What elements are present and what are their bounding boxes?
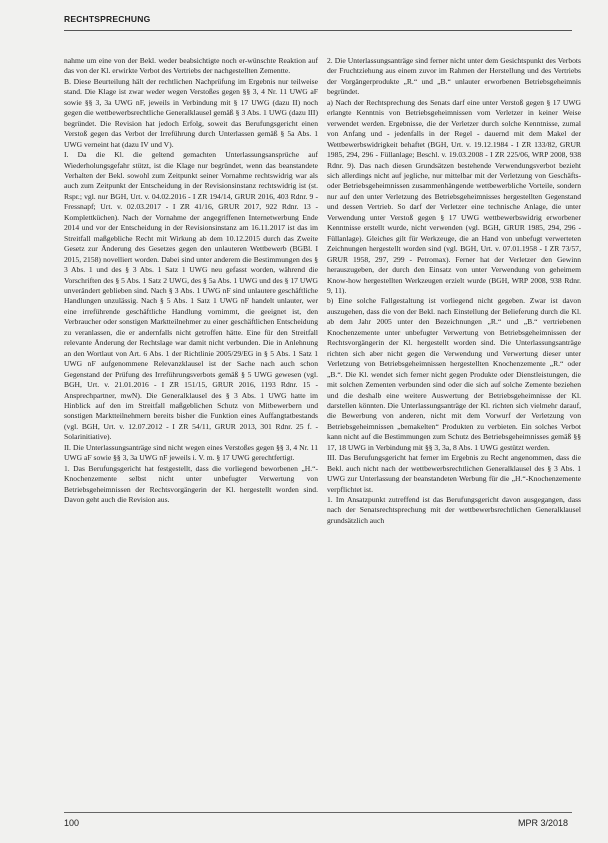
left-paragraph: nahme um eine von der Bekl. weder beabsichtigte noch er-wünschte Reaktion auf das von der Kl. erwirkte Verbot des Vertriebs der nachgestellten Zementte. — [64, 56, 318, 76]
right-paragraph: 1. Im Ansatzpunkt zutreffend ist das Berufungsgericht davon ausgegangen, dass nach der Senatsrechtsprechung mit der wettbewerbsrechtlichen Generalklausel grundsätzlich auch — [327, 495, 581, 525]
right-paragraph: b) Eine solche Fallgestaltung ist vorliegend nicht gegeben. Zwar ist davon auszugehen, dass die von der Bekl. nach Einstellung der Belieferung durch die Kl. ab dem Jahr 2005 unter den Bezeichnungen „R.“ und „B.“ vertriebenen Knochenzemente unter unbefugter Verwertung von Betriebsgeheimnissen der Rechtsvorgängerin der Kl. hergestellt worden sind. Die Unterlassungsanträge richten sich aber nicht gegen die Verwendung und Verwertung dieser unter Verletzung von Betriebsgeheimnissen hergestellten Knochenzemente „R.“ oder „B.“. Die Kl. wendet sich ferner nicht gegen Produkte oder Dienstleistungen, die mit solchen Zementen verbunden sind oder die sich auf solche Zemente beziehen und die deshalb eine weitere Auswertung der Betriebsgeheimnisse der Kl. darstellen könnten. Die Unterlassungsanträge der Kl. richten sich vielmehr darauf, die Bewerbung von anderen, nicht mit dem Vorwurf der Verletzung von Betriebsgeheimnissen „bemakelten“ Produkten zu verbieten. Ein solches Verbot kann nicht auf die Bestimmungen zum Schutz des Betriebsgeheimnisses gemäß §§ 17, 18 UWG in Verbindung mit §§ 3, 3a, 8 Abs. 1 UWG gestützt werden. — [327, 296, 581, 452]
header-divider — [64, 30, 572, 31]
left-paragraph: 1. Das Berufungsgericht hat festgestellt, dass die vorliegend beworbenen „H.“-Knochenzemente selbst nicht unter unbefugter Verwertung von Betriebsgeheimnissen der Rechtsvorgängerin der Kl. hergestellt worden sind. Davon geht auch die Revision aus. — [64, 463, 318, 505]
right-column — [327, 56, 581, 804]
page-number: 100 — [64, 818, 80, 828]
left-paragraph: II. Die Unterlassungsanträge sind nicht wegen eines Verstoßes gegen §§ 3, 4 Nr. 11 UWG aF sowie §§ 3, 3a UWG nF jeweils i. V. m. § 17 UWG gerechtfertigt. — [64, 442, 318, 463]
right-paragraph: 2. Die Unterlassungsanträge sind ferner nicht unter dem Gesichtspunkt des Verbots der Fruchtziehung aus einem zuvor im Rahmen der Herstellung und des Vertriebs der Vorgängerprodukte „R.“ und „B.“ unlauter erworbenen Betriebsgeheimnis begründet. — [327, 56, 581, 97]
right-paragraph: III. Das Berufungsgericht hat ferner im Ergebnis zu Recht angenommen, dass die Bekl. auch nicht nach der wettbewerbsrechtlichen Generalklausel des § 3 Abs. 1 UWG zur Unterlassung der beanstandeten Werbung für die „H.“-Knochenzemente verpflichtet ist. — [327, 453, 581, 494]
footer-divider — [64, 812, 572, 813]
journal-issue: MPR 3/2018 — [517, 818, 568, 828]
section-header: RECHTSPRECHUNG — [64, 14, 151, 24]
right-paragraph: a) Nach der Rechtsprechung des Senats darf eine unter Verstoß gegen § 17 UWG erlangte Kenntnis von Betriebsgeheimnissen vom Verletzer in keiner Weise verwendet werden. Ergebnisse, die der Verletzer durch solche Kenntnisse, zumal von Anfang und - jedenfalls in der Regel - dauernd mit dem Makel der Wettbewerbswidrigkeit behaftet (BGH, Urt. v. 19.12.1984 - I ZR 133/82, GRUR 1985, 294, 296 - Füllanlage; Beschl. v. 19.03.2008 - I ZR 225/06, WRP 2008, 938 Rdnr. 9). Das nach diesen Grundsätzen bestehende Verwendungsverbot bezieht sich allerdings nicht auf jegliche, nur mittelbar mit der Verletzung von Geschäfts- oder Betriebsgeheimnissen zusammenhängende wettbewerbliche Vorteile, sondern nur auf den unter Verletzung des Betriebsgeheimnisses hergestellten Gegenstand und dessen Vertrieb. So darf der Verletzer eine technische Anlage, die unter Verwendung unter Verstoß gegen § 17 UWG wettbewerbswidrig erworbener Kenntnisse erstellt wurde, nicht verwenden (vgl. BGH, GRUR 1985, 294, 296 - Füllanlage). Gleiches gilt für Werkzeuge, die an Hand von unbefugt verwerteten Zeichnungen hergestellt worden sind (vgl. BGH, Urt. v. 07.01.1958 - I ZR 73/57, GRUR 1958, 297, 299 - Petromax). Ferner hat der Verletzer den Gewinn herauszugeben, der durch den Einsatz von unter Verwendung von geheimem Know-how hergestellten Werkzeugen erzielt wurde (BGH, WRP 2008, 938 Rdnr. 9, 11). — [327, 97, 581, 295]
left-paragraph: B. Diese Beurteilung hält der rechtlichen Nachprüfung im Ergebnis nur teilweise stand. Die Klage ist zwar weder wegen Verstoßes gegen §§ 3, 4 Nr. 11 UWG aF sowie §§ 3, 3a UWG nF, jeweils in Verbindung mit § 17 UWG (dazu II) noch gegen die wettbewerbsrechtliche Generalklausel gemäß § 3 Abs. 1 UWG (dazu III) begründet. Die Revision hat jedoch Erfolg, soweit das Berufungsgericht einen Verstoß gegen das Verbot der Irreführung durch Unterlassen gemäß § 5a Abs. 1 UWG verneint hat (dazu IV und V). — [64, 76, 318, 149]
left-column — [64, 56, 318, 804]
left-paragraph: I. Da die Kl. die geltend gemachten Unterlassungsansprüche auf Wiederholungsgefahr stützt, ist die Klage nur begründet, wenn das beanstandete Verhalten der Bekl. sowohl zum Zeitpunkt seiner Vornahme rechtswidrig war als auch zum Zeitpunkt der Entscheidung in der Revisionsinstanz rechtswidrig ist (st. Rspr.; vgl. nur BGH, Urt. v. 04.02.2016 - I ZR 194/14, GRUR 2016, 403 Rdnr. 9 - Fressnapf; Urt. v. 02.03.2017 - I ZR 41/16, GRUR 2017, 922 Rdnr. 13 - Komplettküchen). Nach der Vornahme der angegriffenen Internetwerbung Ende 2014 und vor der Entscheidung in der Revisionsinstanz am 16.11.2017 ist das im Streitfall maßgebliche Recht mit Wirkung ab dem 10.12.2015 durch das Zweite Gesetz zur Änderung des Gesetzes gegen den unlauteren Wettbewerb (BGBl. I 2015, 2158) novelliert worden. Dabei sind unter anderem die Bestimmungen des § 3 Abs. 1 und des § 3 Abs. 1 Satz 1 UWG neu gefasst worden, während die Vorschriften des § 5 Abs. 1 Satz 2 UWG, des § 5a Abs. 1 UWG und des § 17 UWG unverändert geblieben sind. Nach § 3 Abs. 1 UWG nF sind unlautere geschäftliche Handlungen unzulässig. Nach § 5 Abs. 1 Satz 1 UWG nF handelt unlauter, wer eine irreführende geschäftliche Handlung vornimmt, die geeignet ist, den Verbraucher oder sonstigen Marktteilnehmer zu einer geschäftlichen Entscheidung zu veranlassen, die er andernfalls nicht getroffen hätte. Eine für den Streitfall relevante Änderung der Rechtslage war damit nicht verbunden. Die in Anlehnung an den Wortlaut von Art. 6 Abs. 1 der Richtlinie 2005/29/EG in § 5 Abs. 1 Satz 1 UWG nF aufgenommene Relevanzklausel ist der Sache nach auch schon Gegenstand der Prüfung des Irreführungsverbots gemäß § 5 UWG gewesen (vgl. BGH, Urt. v. 21.01.2016 - I ZR 151/15, GRUR 2016, 1193 Rdnr. 15 - Ansprechpartner, mwN). Die Generalklausel des § 3 Abs. 1 UWG hatte im Hinblick auf den im Streitfall maßgeblichen Schutz von Mitbewerbern und sonstigen Marktteilnehmern bereits bisher die Funktion eines Auffangtatbestands (vgl. BGH, Urt. v. 12.07.2012 - I ZR 54/11, GRUR 2013, 301 Rdnr. 25 f. - Solarinitiative). — [64, 150, 318, 442]
